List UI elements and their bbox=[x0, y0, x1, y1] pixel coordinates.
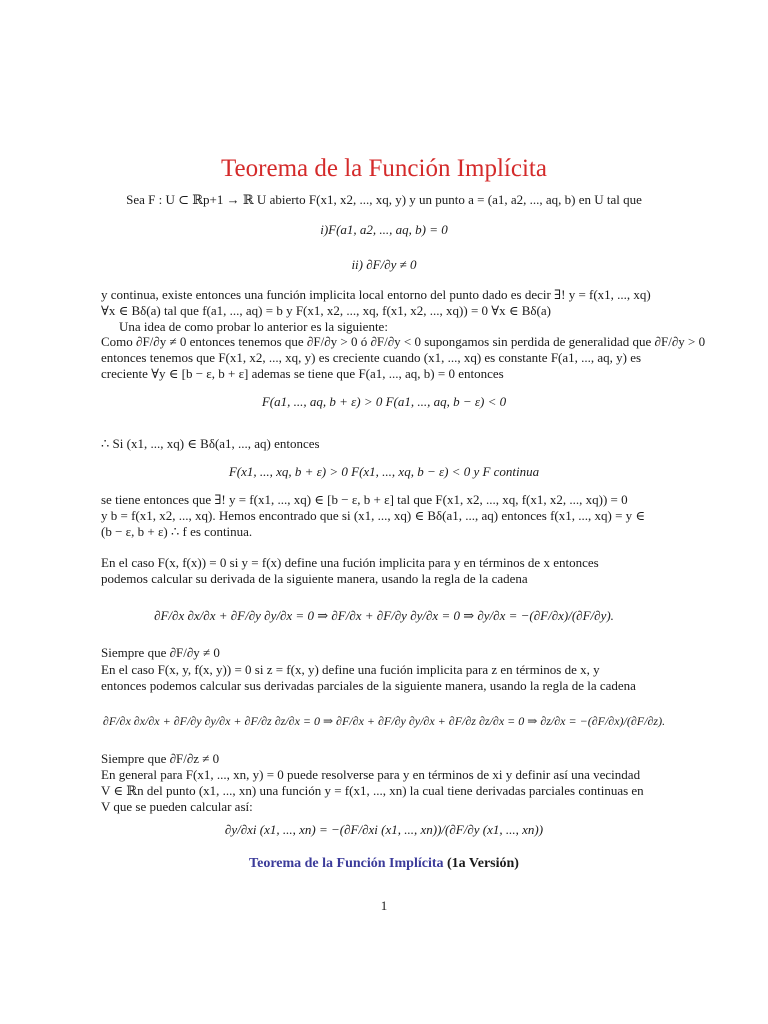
condition-i bbox=[0, 222, 768, 238]
paragraph-general-line2 bbox=[101, 783, 644, 799]
existence-line3-text: (b − ε, b + ε) ∴ f es continua. bbox=[101, 524, 253, 539]
footer-title: Teorema de la Función Implícita bbox=[249, 856, 444, 871]
paragraph-como-line2 bbox=[101, 350, 641, 366]
general-line1-text: En general para F(x1, ..., xn, y) = 0 puede resolverse para y en términos de xi y definir así una vecindad bbox=[101, 767, 641, 782]
page-title bbox=[0, 154, 768, 184]
como-line1-text: Como ∂F/∂y ≠ 0 entonces tenemos que ∂F/∂y > 0 ó ∂F/∂y < 0 supongamos sin perdida de generalidad que ∂F/∂y > 0 bbox=[101, 334, 706, 349]
condition-y-text: Siempre que ∂F/∂y ≠ 0 bbox=[101, 645, 220, 660]
case2-line1-text: En el caso F(x, y, f(x, y)) = 0 si z = f(x, y) define una fución implicita para z en términos de x, y bbox=[101, 662, 600, 677]
general-line3-text: V que se pueden calcular así: bbox=[101, 799, 253, 814]
page-number: 1 bbox=[380, 898, 388, 913]
paragraph-existence-line3 bbox=[101, 524, 252, 540]
paragraph-como-line3 bbox=[101, 366, 504, 382]
paragraph-idea bbox=[119, 319, 388, 335]
title-text: Teorema de la Función Implícita bbox=[221, 155, 547, 182]
condition-i-text: i)F(a1, a2, ..., aq, b) = 0 bbox=[320, 222, 448, 237]
equation-5-text: ∂y/∂xi (x1, ..., xn) = −(∂F/∂xi (x1, ..., xn))/(∂F/∂y (x1, ..., xn)) bbox=[224, 822, 544, 837]
footer-version: (1a Versión) bbox=[447, 856, 519, 871]
condition-z-text: Siempre que ∂F/∂z ≠ 0 bbox=[101, 751, 220, 766]
equation-1 bbox=[0, 394, 768, 410]
paragraph-conclusion-line2 bbox=[101, 303, 551, 319]
paragraph-therefore bbox=[101, 436, 320, 452]
equation-5 bbox=[0, 822, 768, 838]
equation-1-text: F(a1, ..., aq, b + ε) > 0 F(a1, ..., aq, b − ε) < 0 bbox=[261, 394, 507, 409]
paragraph-condition-z bbox=[101, 751, 219, 767]
paragraph-como-line1 bbox=[101, 334, 705, 350]
paragraph-existence-line2 bbox=[101, 508, 645, 524]
paragraph-case2-line2 bbox=[101, 678, 636, 694]
paragraph-case1-line2 bbox=[101, 571, 528, 587]
idea-text: Una idea de como probar lo anterior es la siguiente: bbox=[119, 319, 388, 334]
hypothesis-text: Sea F : U ⊂ ℝp+1 → ℝ U abierto F(x1, x2, ..., xq, y) y un punto a = (a1, a2, ..., aq, b) en U tal que bbox=[126, 192, 642, 207]
footer-heading bbox=[0, 856, 768, 872]
equation-2 bbox=[0, 464, 768, 480]
como-line2-text: entonces tenemos que F(x1, x2, ..., xq, y) es creciente cuando (x1, ..., xq) es constante F(a1, ..., aq, y) es bbox=[101, 350, 642, 365]
como-line3-text: creciente ∀y ∈ [b − ε, b + ε] ademas se tiene que F(a1, ..., aq, b) = 0 entonces bbox=[101, 366, 504, 381]
existence-line1-text: se tiene entonces que ∃! y = f(x1, ..., xq) ∈ [b − ε, b + ε] tal que F(x1, x2, ..., xq, f(x1, x2, ..., xq)) = 0 bbox=[101, 492, 628, 507]
paragraph-general-line3 bbox=[101, 799, 253, 815]
equation-2-text: F(x1, ..., xq, b + ε) > 0 F(x1, ..., xq, b − ε) < 0 y F continua bbox=[228, 464, 540, 479]
condition-ii-text: ii) ∂F/∂y ≠ 0 bbox=[351, 257, 417, 272]
equation-4 bbox=[0, 713, 768, 729]
paragraph-case2-line1 bbox=[101, 662, 600, 678]
paragraph-conclusion-line1 bbox=[101, 287, 651, 303]
paragraph-existence-line1 bbox=[101, 492, 628, 508]
equation-3 bbox=[0, 608, 768, 624]
conclusion-line2-text: ∀x ∈ Bδ(a) tal que f(a1, ..., aq) = b y F(x1, x2, ..., xq, f(x1, x2, ..., xq)) = 0 ∀x ∈ Bδ(a) bbox=[101, 303, 551, 318]
paragraph-case1-line1 bbox=[101, 555, 599, 571]
conclusion-line1-text: y continua, existe entonces una función implicita local entorno del punto dado es decir ∃! y = f(x1, ..., xq) bbox=[101, 287, 651, 302]
paragraph-hypothesis bbox=[0, 192, 768, 208]
case2-line2-text: entonces podemos calcular sus derivadas parciales de la siguiente manera, usando la regla de la cadena bbox=[101, 678, 636, 693]
general-line2-text: V ∈ ℝn del punto (x1, ..., xn) una función y = f(x1, ..., xn) la cual tiene derivadas parciales continuas en bbox=[101, 783, 644, 798]
paragraph-condition-y bbox=[101, 645, 220, 661]
condition-ii bbox=[0, 257, 768, 273]
existence-line2-text: y b = f(x1, x2, ..., xq). Hemos encontrado que si (x1, ..., xq) ∈ Bδ(a1, ..., aq) entonces f(x1, ..., xq) = y ∈ bbox=[101, 508, 646, 523]
therefore-text: ∴ Si (x1, ..., xq) ∈ Bδ(a1, ..., aq) entonces bbox=[101, 436, 320, 451]
paragraph-general-line1 bbox=[101, 767, 640, 783]
case1-line2-text: podemos calcular su derivada de la siguiente manera, usando la regla de la cadena bbox=[101, 571, 528, 586]
equation-3-text: ∂F/∂x ∂x/∂x + ∂F/∂y ∂y/∂x = 0 ⇒ ∂F/∂x + ∂F/∂y ∂y/∂x = 0 ⇒ ∂y/∂x = −(∂F/∂x)/(∂F/∂y). bbox=[154, 608, 614, 623]
equation-4-text: ∂F/∂x ∂x/∂x + ∂F/∂y ∂y/∂x + ∂F/∂z ∂z/∂x = 0 ⇒ ∂F/∂x + ∂F/∂y ∂y/∂x + ∂F/∂z ∂z/∂x = 0 ⇒ ∂z/∂x = −(∂F/∂x)/(∂F/∂z). bbox=[102, 714, 666, 728]
case1-line1-text: En el caso F(x, f(x)) = 0 si y = f(x) define una fución implicita para y en términos de x entonces bbox=[101, 555, 599, 570]
